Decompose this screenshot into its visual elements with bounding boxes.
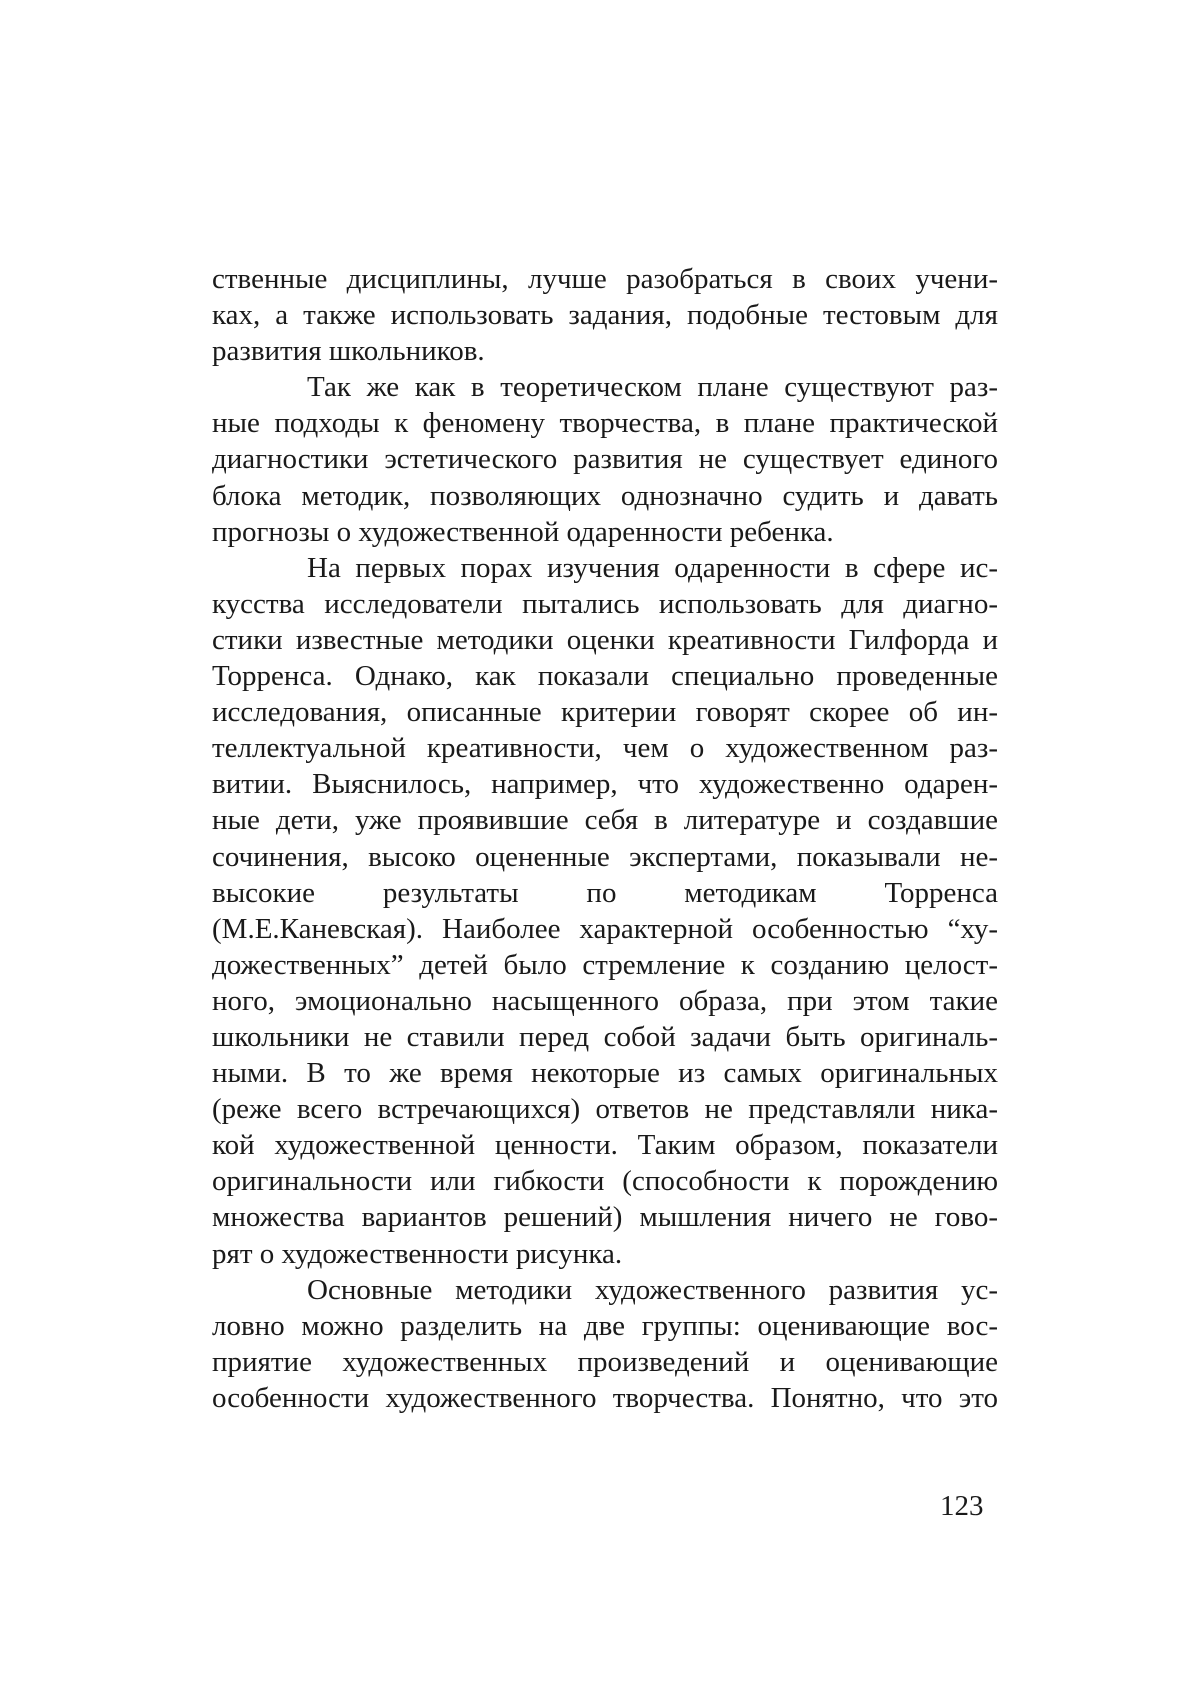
text-line: (реже всего встречающихся) ответов не представляли ника- — [212, 1093, 998, 1126]
text-line: ках, а также использовать задания, подобные тестовым для — [212, 299, 998, 332]
text-line: особенности художественного творчества. Понятно, что это — [212, 1381, 998, 1414]
text-line: рят о художественности рисунка. — [212, 1237, 623, 1270]
text-line: Торренса. Однако, как показали специально проведенные — [212, 660, 998, 693]
body-text — [212, 261, 998, 1416]
text-line: исследования, описанные критерии говорят скорее об ин- — [212, 696, 998, 729]
text-line: прогнозы о художественной одаренности ребенка. — [212, 515, 834, 548]
text-line: ловно можно разделить на две группы: оценивающие вос- — [212, 1309, 998, 1342]
text-line: оригинальности или гибкости (способности к порождению — [212, 1165, 998, 1198]
text-line: развития школьников. — [212, 335, 485, 368]
text-line: ственные дисциплины, лучше разобраться в своих учени- — [212, 263, 998, 295]
text-line: высокие результаты по методикам Торренса — [212, 876, 998, 909]
text-line: школьники не ставили перед собой задачи быть оригиналь- — [212, 1020, 998, 1053]
text-line: стики известные методики оценки креативности Гилфорда и — [212, 623, 998, 656]
text-line: витии. Выяснилось, например, что художественно одарен- — [212, 768, 998, 801]
text-line: теллектуальной креативности, чем о художественном раз- — [212, 732, 998, 765]
text-line: дожественных” детей было стремление к созданию целост- — [212, 948, 998, 981]
text-line: сочинения, высоко оцененные экспертами, показывали не- — [212, 840, 998, 873]
text-line: множества вариантов решений) мышления ничего не гово- — [212, 1201, 998, 1234]
text-line: ные дети, уже проявившие себя в литературе и создавшие — [212, 804, 998, 837]
text-line: кусства исследователи пытались использовать для диагно- — [212, 587, 998, 620]
text-line: Основные методики художественного развития ус- — [307, 1273, 998, 1306]
text-line: диагностики эстетического развития не существует единого — [212, 443, 998, 476]
page-number: 123 — [940, 1490, 984, 1522]
text-line: блока методик, позволяющих однозначно судить и давать — [212, 479, 998, 512]
text-line: ными. В то же время некоторые из самых оригинальных — [212, 1057, 998, 1090]
text-line: кой художественной ценности. Таким образом, показатели — [212, 1129, 998, 1162]
text-line: приятие художественных произведений и оценивающие — [212, 1345, 998, 1378]
text-line: (М.Е.Каневская). Наиболее характерной особенностью “ху- — [212, 912, 998, 945]
text-line: Так же как в теоретическом плане существуют раз- — [307, 371, 998, 404]
text-line: На первых порах изучения одаренности в сфере ис- — [307, 551, 998, 584]
text-line: ного, эмоционально насыщенного образа, при этом такие — [212, 984, 998, 1017]
text-line: ные подходы к феномену творчества, в плане практической — [212, 407, 998, 440]
